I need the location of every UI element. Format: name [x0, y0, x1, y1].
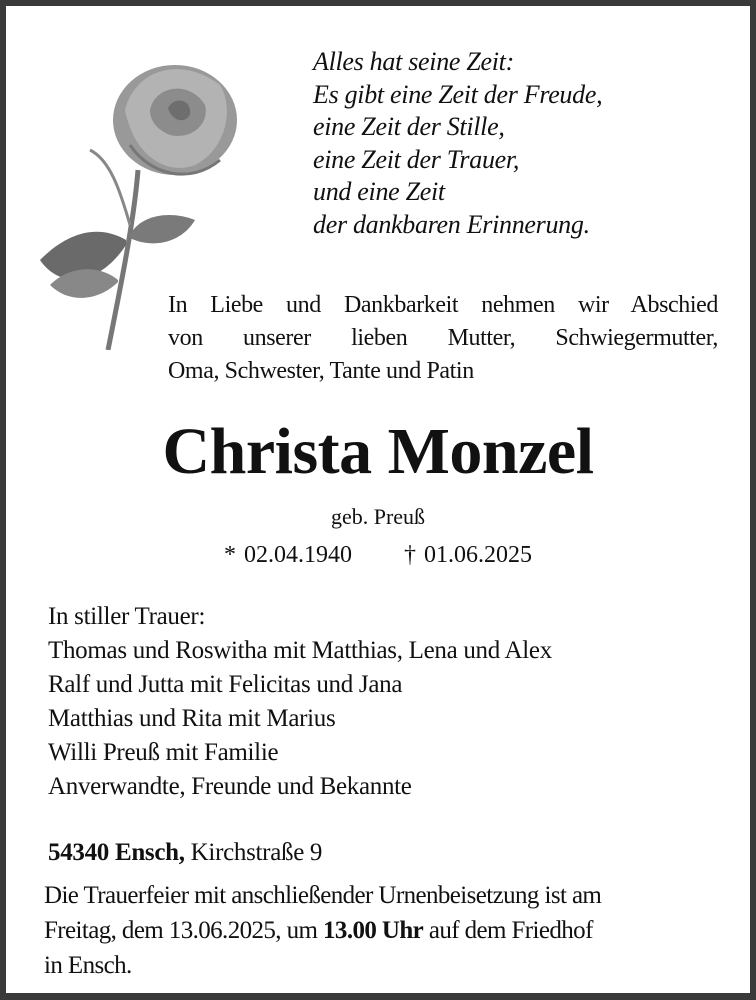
service-info: [44, 878, 720, 983]
address: [48, 839, 322, 867]
service-date: Freitag, dem 13.06.2025, um: [44, 917, 318, 944]
life-dates: [6, 542, 750, 569]
death-date: † 01.06.2025: [404, 542, 532, 568]
address-street: Kirchstraße 9: [190, 839, 323, 866]
mourners-line: Willi Preuß mit Familie: [48, 739, 279, 766]
service-line: Die Trauerfeier mit anschließender Urnenbeisetzung ist am: [44, 882, 602, 909]
poem-line: und eine Zeit: [313, 177, 445, 206]
mourners-line: Anverwandte, Freunde und Bekannte: [48, 773, 412, 800]
deceased-name: Christa Monzel: [162, 415, 594, 488]
service-time: 13.00 Uhr: [323, 917, 424, 944]
service-line: in Ensch.: [44, 952, 132, 979]
poem: [313, 46, 602, 241]
birth-name: geb. Preuß: [330, 504, 426, 529]
poem-line: eine Zeit der Stille,: [313, 112, 505, 141]
intro-line: In Liebe und Dankbarkeit nehmen wir Abschied: [168, 292, 718, 318]
intro-line: von unserer lieben Mutter, Schwiegermutter,: [168, 325, 718, 351]
mourners-line: In stiller Trauer:: [48, 603, 206, 630]
poem-line: Es gibt eine Zeit der Freude,: [313, 79, 603, 109]
poem-line: der dankbaren Erinnerung.: [313, 209, 590, 239]
mourners-line: Ralf und Jutta mit Felicitas und Jana: [48, 671, 403, 698]
service-place: auf dem Friedhof: [428, 917, 593, 944]
service-line: [44, 913, 720, 948]
intro-line: Oma, Schwester, Tante und Patin: [168, 358, 474, 384]
mourners-line: Thomas und Roswitha mit Matthias, Lena und Alex: [48, 637, 552, 664]
poem-line: eine Zeit der Trauer,: [313, 144, 520, 174]
birth-date: * 02.04.1940: [224, 542, 352, 568]
address-city: 54340 Ensch,: [48, 839, 185, 866]
poem-line: Alles hat seine Zeit:: [313, 47, 514, 76]
intro-text: [168, 289, 718, 388]
mourners-list: [48, 600, 552, 804]
mourners-line: Matthias und Rita mit Marius: [48, 705, 336, 732]
obituary-card: [6, 6, 750, 993]
